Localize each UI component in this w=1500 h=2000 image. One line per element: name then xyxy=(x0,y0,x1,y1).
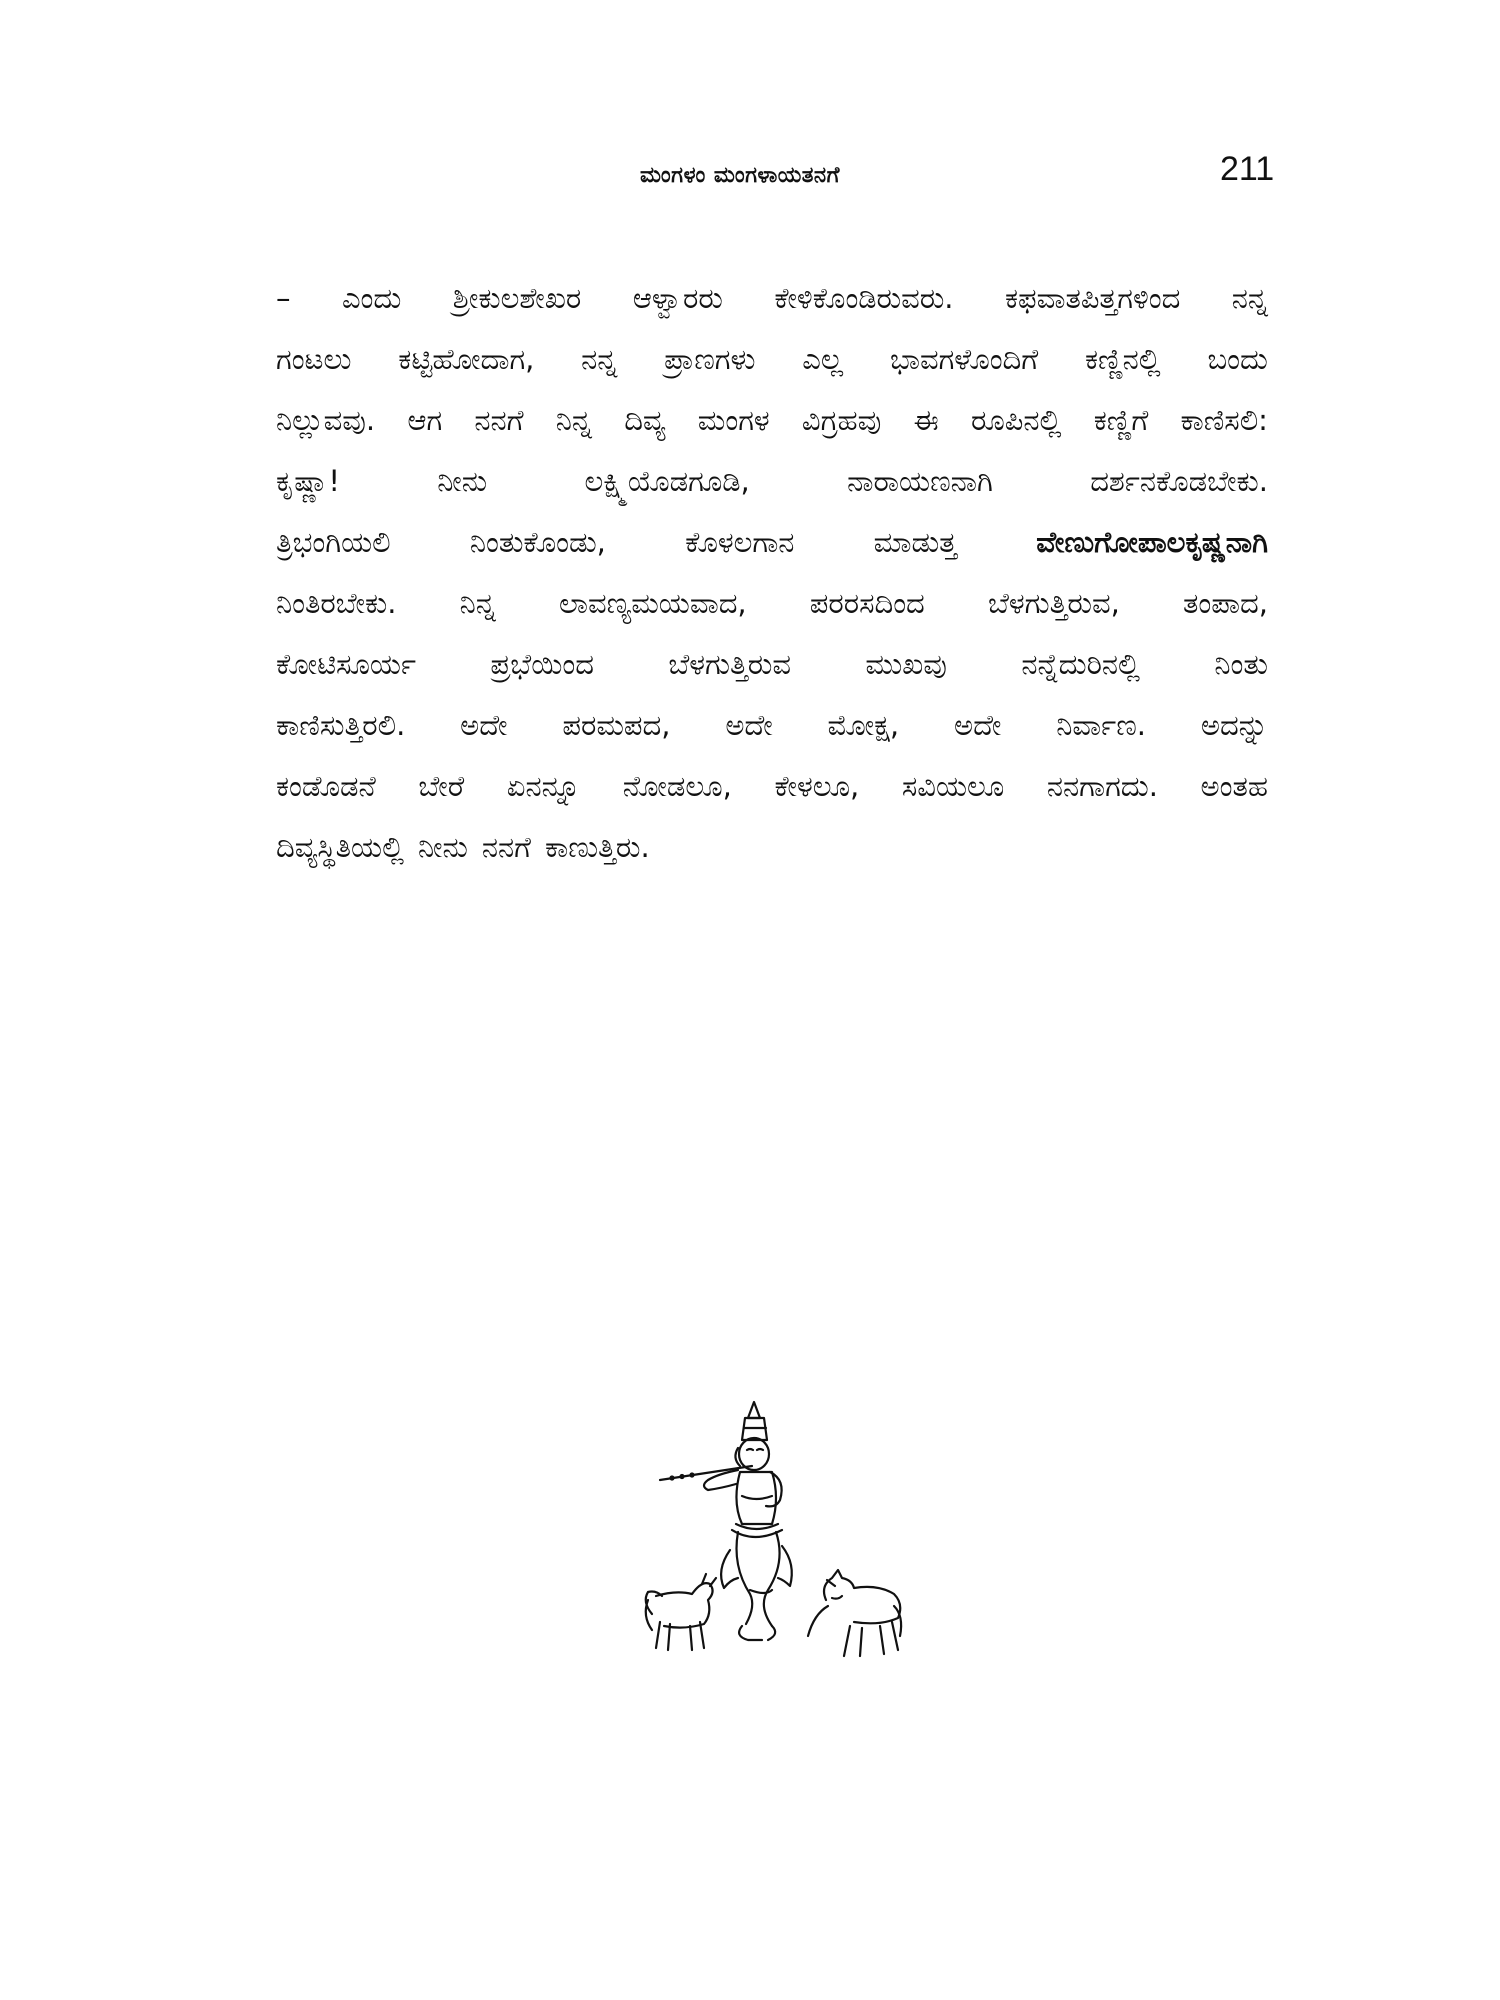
running-title: ಮಂಗಳಂ ಮಂಗಳಾಯತನಗೆ xyxy=(640,163,840,188)
word: ಬೆಳಗುತ್ತಿರುವ, xyxy=(987,586,1120,620)
word: ನಾರಾಯಣನಾಗಿ xyxy=(847,464,993,498)
word: ಮಾಡುತ್ತ xyxy=(873,525,958,559)
text-line xyxy=(276,695,1268,756)
word: ಬೇರೆ xyxy=(418,769,465,803)
word: ಕೇಳಿಕೊಂಡಿರುವರು. xyxy=(774,281,954,315)
word: ಅದೇ xyxy=(953,708,1002,742)
text-line xyxy=(276,817,1268,878)
word: ಪ್ರಭೆಯಿಂದ xyxy=(490,647,594,681)
text-line xyxy=(276,512,1268,573)
word: ಭಾವಗಳೊಂದಿಗೆ xyxy=(889,342,1039,376)
page-number: 211 xyxy=(1220,150,1275,188)
word: ತ್ರಿಭಂಗಿಯಲಿ xyxy=(276,525,391,559)
text-line xyxy=(276,451,1268,512)
word: ಪರಮಪದ, xyxy=(562,708,671,742)
word: ಕೋಟಿಸೂರ್ಯ xyxy=(276,647,416,681)
body-paragraph xyxy=(276,268,1268,878)
word: ಶ್ರೀಕುಲಶೇಖರ xyxy=(452,281,582,315)
word: ಕೃಷ್ಣಾ! xyxy=(276,464,340,498)
word: ನಿಲ್ಲುವವು. xyxy=(276,403,376,437)
word: ದರ್ಶನಕೊಡಬೇಕು. xyxy=(1090,464,1268,498)
word: ಏನನ್ನೂ xyxy=(506,769,581,803)
word: ಕಫವಾತಪಿತ್ತಗಳಿಂದ xyxy=(1004,281,1181,315)
word: ಅದನ್ನು xyxy=(1200,708,1268,742)
word: ಎಲ್ಲ xyxy=(802,342,844,376)
word: ಕಾಣುತ್ತಿರು. xyxy=(544,830,650,864)
word: ಕಟ್ಟಿಹೋದಾಗ, xyxy=(398,342,535,376)
word: ನಿರ್ವಾಣ. xyxy=(1056,708,1146,742)
text-line xyxy=(276,329,1268,390)
word: ನಿನ್ನ xyxy=(459,586,496,620)
text-line xyxy=(276,756,1268,817)
word: ಬಂದು xyxy=(1207,342,1268,376)
text-line xyxy=(276,634,1268,695)
text-line xyxy=(276,573,1268,634)
word: ನೀನು xyxy=(437,464,488,498)
word: ಮೋಕ್ಷ, xyxy=(827,708,900,742)
word: ಆಗ xyxy=(407,403,443,437)
word: ಲಕ್ಷ್ಮಿಯೊಡಗೂಡಿ, xyxy=(584,464,750,498)
word: ಬೆಳಗುತ್ತಿರುವ xyxy=(668,647,791,681)
word: ನಿಂತಿರಬೇಕು. xyxy=(276,586,397,620)
word: ವಿಗ್ರಹವು xyxy=(801,403,882,437)
word: ನೀನು xyxy=(418,830,468,864)
word: ಲಾವಣ್ಯಮಯವಾದ, xyxy=(558,586,747,620)
word: ನನ್ನ xyxy=(581,342,618,376)
word: ನಿಂತುಕೊಂಡು, xyxy=(469,525,606,559)
word: ನನಗೆ xyxy=(481,830,531,864)
word: ನೋಡಲೂ, xyxy=(622,769,732,803)
krishna-flute-with-cows-icon xyxy=(630,1400,910,1700)
word: ಕಾಣಿಸುತ್ತಿರಲಿ. xyxy=(276,708,406,742)
word: ಕಣ್ಣಿಗೆ xyxy=(1093,403,1149,437)
word: ನಿನ್ನ xyxy=(555,403,592,437)
word: ಅಂತಹ xyxy=(1200,769,1268,803)
text-line xyxy=(276,268,1268,329)
word: ಪ್ರಾಣಗಳು xyxy=(664,342,756,376)
word: ಮುಖವು xyxy=(865,647,947,681)
word: – xyxy=(276,281,291,315)
word: ಪರರಸದಿಂದ xyxy=(809,586,925,620)
word: ಕಾಣಿಸಲಿ: xyxy=(1180,403,1268,437)
text-line xyxy=(276,390,1268,451)
word: ನಿಂತು xyxy=(1214,647,1268,681)
word: ದಿವ್ಯಸ್ಥಿತಿಯಲ್ಲಿ xyxy=(276,830,405,864)
word: ನನ್ನೆದುರಿನಲ್ಲಿ xyxy=(1021,647,1140,681)
word: ದಿವ್ಯ xyxy=(624,403,666,437)
word: ಕೇಳಲೂ, xyxy=(774,769,860,803)
word: ರೂಪಿನಲ್ಲಿ xyxy=(970,403,1062,437)
word: ಅದೇ xyxy=(725,708,773,742)
word: ಕೊಳಲಗಾನ xyxy=(685,525,795,559)
word: ನನ್ನ xyxy=(1231,281,1268,315)
word: ತಂಪಾದ, xyxy=(1182,586,1268,620)
word: ಈ xyxy=(913,403,939,437)
word: ನನಗೆ xyxy=(474,403,524,437)
word: ಎಂದು xyxy=(341,281,402,315)
word: ಗಂಟಲು xyxy=(276,342,352,376)
word: ನನಗಾಗದು. xyxy=(1046,769,1158,803)
bold-word: ವೇಣುಗೋಪಾಲಕೃಷ್ಣನಾಗಿ xyxy=(1036,525,1268,559)
word: ಸವಿಯಲೂ xyxy=(901,769,1005,803)
word: ಆಳ್ವಾರರು xyxy=(632,281,723,315)
word: ಮಂಗಳ xyxy=(697,403,770,437)
word: ಅದೇ xyxy=(460,708,508,742)
word: ಕಣ್ಣಿನಲ್ಲಿ xyxy=(1084,342,1161,376)
word: ಕಂಡೊಡನೆ xyxy=(276,769,376,803)
